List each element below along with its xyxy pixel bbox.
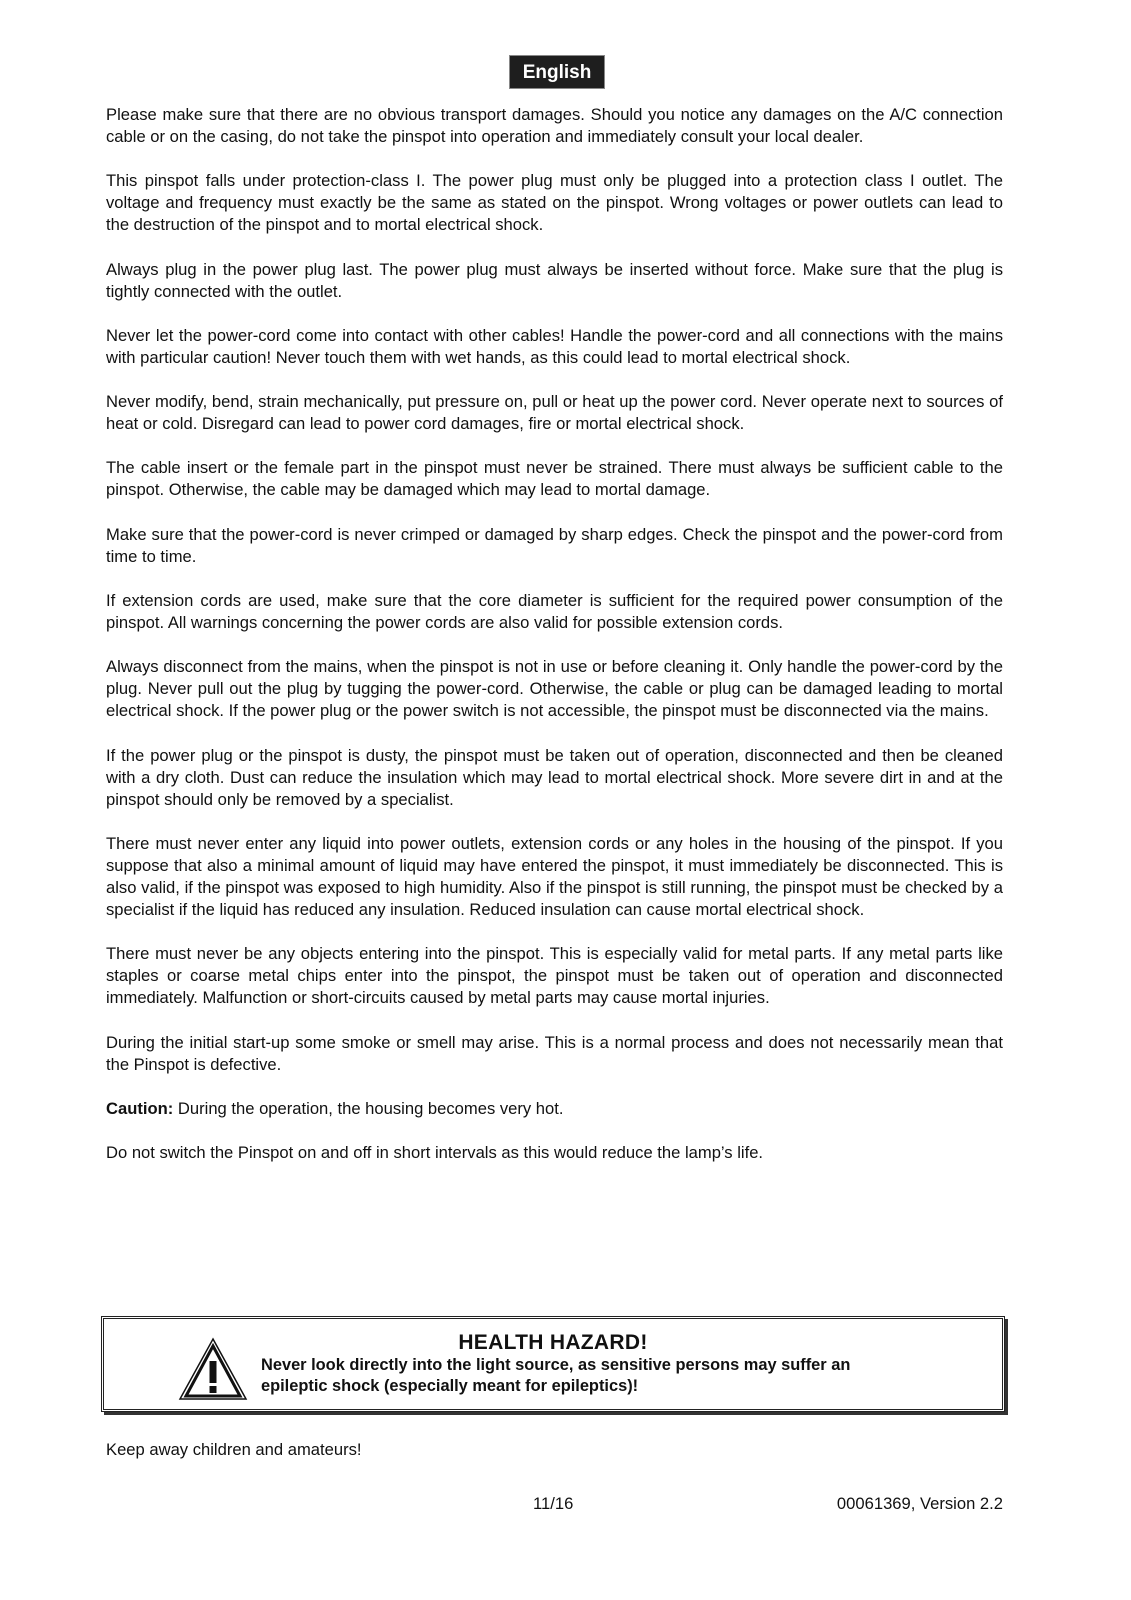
paragraph: If the power plug or the pinspot is dusty, the pinspot must be taken out of operation, disconnected and then be cleaned with a dry cloth. Dust can reduce the insulation which may lead to mortal electrical shock. More severe dirt in and at the pinspot should only be removed by a specialist. <box>106 745 1003 809</box>
paragraph: Please make sure that there are no obvious transport damages. Should you notice any damages on the A/C connection cable or on the casing, do not take the pinspot into operation and immediately consult your local dealer. <box>106 105 1003 146</box>
paragraph: Never let the power-cord come into contact with other cables! Handle the power-cord and all connections with the mains with particular caution! Never touch them with wet hands, as this could lead to mortal electrical shock. <box>106 325 1003 367</box>
hazard-title: HEALTH HAZARD! <box>458 1331 648 1354</box>
hazard-line: Never look directly into the light source, as sensitive persons may suffer an <box>261 1356 851 1374</box>
paragraph: If extension cords are used, make sure that the core diameter is sufficient for the required power consumption of the pinspot. All warnings concerning the power cords are also valid for possible extension cords. <box>106 591 1003 633</box>
hazard-line: epileptic shock (especially meant for epileptics)! <box>261 1377 639 1395</box>
language-badge: English <box>509 55 605 89</box>
paragraph: Always disconnect from the mains, when the pinspot is not in use or before cleaning it. Only handle the power-cord by the plug. Never pull out the plug by tugging the power-cord. Otherwise, the cable or plug can be damaged leading to mortal electrical shock. If the power plug or the power switch is not accessible, the pinspot must be disconnected via the mains. <box>106 657 1003 721</box>
paragraph: Always plug in the power plug last. The power plug must always be inserted without force. Make sure that the plug is tightly connected with the outlet. <box>106 259 1003 301</box>
paragraph: Make sure that the power-cord is never crimped or damaged by sharp edges. Check the pinspot and the power-cord from time to time. <box>106 524 1003 566</box>
paragraph: This pinspot falls under protection-class I. The power plug must only be plugged into a protection class I outlet. The voltage and frequency must exactly be the same as stated on the pinspot. Wrong voltages or power outlets can lead to the destruction of the pinspot and to mortal electrical shock. <box>106 171 1003 235</box>
paragraph: Never modify, bend, strain mechanically, put pressure on, pull or heat up the power cord. Never operate next to sources of heat or cold. Disregard can lead to power cord damages, fire or mortal electrical shock. <box>106 392 1003 434</box>
keep-away-note: Keep away children and amateurs! <box>106 1440 362 1459</box>
caution-label: Caution: <box>106 1098 174 1118</box>
health-hazard-box <box>101 1316 1005 1412</box>
hazard-text <box>261 1355 850 1397</box>
paragraph: During the initial start-up some smoke or smell may arise. This is a normal process and does not necessarily mean that the Pinspot is defective. <box>106 1032 1003 1074</box>
paragraph: There must never enter any liquid into power outlets, extension cords or any holes in the housing of the pinspot. If you suppose that also a minimal amount of liquid may have entered the pinspot, it must immediately be disconnected. This is also valid, if the pinspot was exposed to high humidity. Also if the pinspot is still running, the pinspot must be checked by a specialist if the liquid has reduced any insulation. Reduced insulation can cause mortal electrical shock. <box>106 833 1003 919</box>
paragraph: There must never be any objects entering into the pinspot. This is especially valid for metal parts. If any metal parts like staples or coarse metal chips enter into the pinspot, the pinspot must be taken out of operation and disconnected immediately. Malfunction or short-circuits caused by metal parts may cause mortal injuries. <box>106 944 1003 1008</box>
paragraph: Do not switch the Pinspot on and off in short intervals as this would reduce the lamp’s life. <box>106 1143 764 1163</box>
page-number: 11/16 <box>533 1494 574 1513</box>
caution-text: During the operation, the housing becomes very hot. <box>173 1098 564 1118</box>
caution-paragraph <box>106 1098 1003 1120</box>
paragraph: The cable insert or the female part in the pinspot must never be strained. There must always be sufficient cable to the pinspot. Otherwise, the cable may be damaged which may lead to mortal damage. <box>106 458 1003 500</box>
safety-instructions <box>106 104 1003 1186</box>
document-version: 00061369, Version 2.2 <box>836 1494 1003 1513</box>
